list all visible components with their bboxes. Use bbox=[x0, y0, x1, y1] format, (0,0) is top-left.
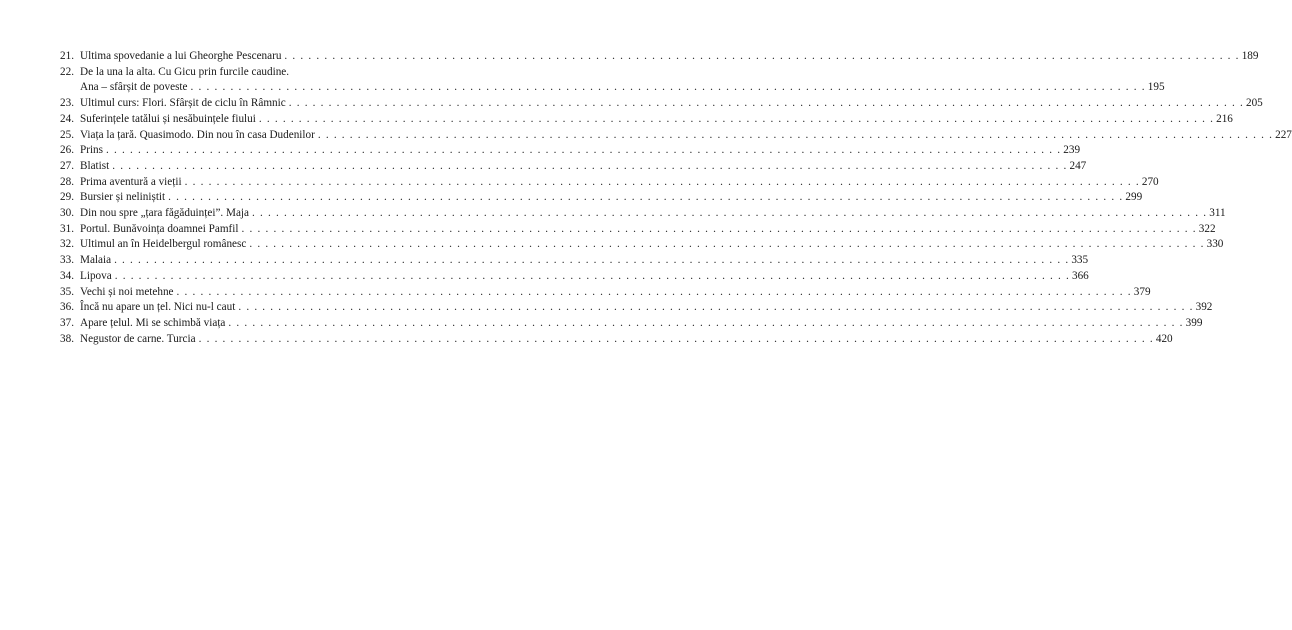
page-number: 420 bbox=[1155, 332, 1173, 345]
dot-leader: . . . . . . . . . . . . . . . . . . . . . . . . . . . . . . . . . . . . . . . . . . . . . . . . . . . . . . . . . . . . . . . . . . . . . . . . . . . . . . . . . . . . . . . . . . . . . . . . . . . . . . . . . . . . . . . . . . . . . . . . bbox=[168, 191, 1124, 204]
chapter-title-line bbox=[80, 49, 1259, 65]
toc-entry bbox=[60, 143, 1081, 159]
page-number: 216 bbox=[1216, 112, 1233, 125]
dot-leader: . . . . . . . . . . . . . . . . . . . . . . . . . . . . . . . . . . . . . . . . . . . . . . . . . . . . . . . . . . . . . . . . . . . . . . . . . . . . . . . . . . . . . . . . . . . . . . . . . . . . . . . . . . . . . . . . . . . . . . . . bbox=[238, 301, 1194, 314]
chapter-title: Bursier și neliniștit bbox=[80, 191, 166, 204]
chapter-title: Încă nu apare un țel. Nici nu-l caut bbox=[80, 301, 236, 314]
dot-leader: . . . . . . . . . . . . . . . . . . . . . . . . . . . . . . . . . . . . . . . . . . . . . . . . . . . . . . . . . . . . . . . . . . . . . . . . . . . . . . . . . . . . . . . . . . . . . . . . . . . . . . . . . . . . . . . . . . . . . . . . bbox=[258, 112, 1215, 125]
chapter-title-line bbox=[80, 128, 1292, 144]
page-number: 205 bbox=[1245, 97, 1263, 110]
dot-leader: . . . . . . . . . . . . . . . . . . . . . . . . . . . . . . . . . . . . . . . . . . . . . . . . . . . . . . . . . . . . . . . . . . . . . . . . . . . . . . . . . . . . . . . . . . . . . . . . . . . . . . . . . . . . . . . . . . . . . . . . bbox=[317, 128, 1274, 141]
toc-entry bbox=[60, 269, 1089, 285]
chapter-title: De la una la alta. Cu Gicu prin furcile caudine. bbox=[80, 65, 290, 78]
chapter-title-line bbox=[80, 222, 1216, 238]
chapter-title-block bbox=[80, 222, 1216, 238]
chapter-number: 28. bbox=[60, 175, 74, 188]
chapter-title: Ultima spovedanie a lui Gheorghe Pescenaru bbox=[80, 50, 282, 62]
chapter-title-block bbox=[80, 316, 1203, 332]
page-number: 299 bbox=[1125, 191, 1143, 204]
chapter-title: Ana – sfârșit de poveste bbox=[80, 81, 188, 94]
chapter-title-block bbox=[80, 269, 1089, 285]
dot-leader: . . . . . . . . . . . . . . . . . . . . . . . . . . . . . . . . . . . . . . . . . . . . . . . . . . . . . . . . . . . . . . . . . . . . . . . . . . . . . . . . . . . . . . . . . . . . . . . . . . . . . . . . . . . . . . . . . . . . . . . . bbox=[249, 238, 1205, 251]
toc-entry bbox=[60, 222, 1216, 238]
chapter-title-line bbox=[80, 253, 1089, 269]
toc-entry bbox=[60, 112, 1233, 128]
chapter-number: 21. bbox=[60, 50, 74, 62]
chapter-title-line bbox=[80, 143, 1081, 159]
chapter-title-block bbox=[80, 206, 1226, 222]
chapter-title: Prima aventură a vieții bbox=[80, 175, 182, 188]
chapter-number: 31. bbox=[60, 222, 74, 235]
dot-leader: . . . . . . . . . . . . . . . . . . . . . . . . . . . . . . . . . . . . . . . . . . . . . . . . . . . . . . . . . . . . . . . . . . . . . . . . . . . . . . . . . . . . . . . . . . . . . . . . . . . . . . . . . . . . . . . . . . . . . . . . bbox=[241, 222, 1197, 235]
chapter-number: 30. bbox=[60, 207, 74, 220]
chapter-number: 34. bbox=[60, 269, 74, 282]
toc-entry bbox=[60, 300, 1213, 316]
chapter-title: Din nou spre „țara făgăduinței”. Maja bbox=[80, 207, 249, 220]
chapter-title-block bbox=[80, 112, 1233, 128]
chapter-title: Negustor de carne. Turcia bbox=[80, 332, 196, 345]
chapter-title: Ultimul an în Heidelbergul românesc bbox=[80, 238, 247, 251]
toc-entry bbox=[60, 190, 1143, 206]
toc-entry bbox=[60, 316, 1203, 332]
chapter-title-line bbox=[80, 190, 1143, 206]
toc-entry bbox=[60, 237, 1224, 253]
toc-entry bbox=[60, 253, 1089, 269]
chapter-number: 29. bbox=[60, 191, 74, 204]
toc-entry bbox=[60, 128, 1292, 144]
chapter-title-block bbox=[80, 49, 1259, 65]
table-of-contents bbox=[60, 49, 1292, 347]
dot-leader: . . . . . . . . . . . . . . . . . . . . . . . . . . . . . . . . . . . . . . . . . . . . . . . . . . . . . . . . . . . . . . . . . . . . . . . . . . . . . . . . . . . . . . . . . . . . . . . . . . . . . . . . . . . . . . . . . . . . . . . . bbox=[184, 175, 1140, 188]
toc-entry bbox=[60, 49, 1259, 65]
chapter-number: 22. bbox=[60, 65, 74, 78]
chapter-title: Malaia bbox=[80, 254, 112, 267]
chapter-title-block bbox=[80, 159, 1087, 175]
chapter-title: Viața la țară. Quasimodo. Din nou în casa Dudenilor bbox=[80, 128, 315, 141]
chapter-title: Vechi și noi metehne bbox=[80, 285, 174, 298]
chapter-title: Apare țelul. Mi se schimbă viața bbox=[80, 316, 226, 329]
page-number: 322 bbox=[1198, 222, 1216, 235]
dot-leader: . . . . . . . . . . . . . . . . . . . . . . . . . . . . . . . . . . . . . . . . . . . . . . . . . . . . . . . . . . . . . . . . . . . . . . . . . . . . . . . . . . . . . . . . . . . . . . . . . . . . . . . . . . . . . . . . . . . . . . . . bbox=[198, 332, 1154, 345]
chapter-title: Portul. Bunăvoința doamnei Pamfil bbox=[80, 222, 239, 235]
chapter-title: Suferințele tatălui și nesăbuințele fiului bbox=[80, 112, 256, 125]
page-number: 270 bbox=[1141, 175, 1159, 188]
chapter-title-block bbox=[80, 300, 1213, 316]
page-number: 392 bbox=[1195, 301, 1213, 314]
chapter-title-line bbox=[80, 80, 1165, 96]
dot-leader: . . . . . . . . . . . . . . . . . . . . . . . . . . . . . . . . . . . . . . . . . . . . . . . . . . . . . . . . . . . . . . . . . . . . . . . . . . . . . . . . . . . . . . . . . . . . . . . . . . . . . . . . . . . . . . . . . . . . . . . . bbox=[288, 97, 1244, 110]
dot-leader: . . . . . . . . . . . . . . . . . . . . . . . . . . . . . . . . . . . . . . . . . . . . . . . . . . . . . . . . . . . . . . . . . . . . . . . . . . . . . . . . . . . . . . . . . . . . . . . . . . . . . . . . . . . . . . . . . . . . . . . . bbox=[252, 207, 1208, 220]
page-number: 330 bbox=[1206, 238, 1224, 251]
dot-leader: . . . . . . . . . . . . . . . . . . . . . . . . . . . . . . . . . . . . . . . . . . . . . . . . . . . . . . . . . . . . . . . . . . . . . . . . . . . . . . . . . . . . . . . . . . . . . . . . . . . . . . . . . . . . . . . . . . . . . . . . bbox=[114, 269, 1070, 282]
chapter-title-block bbox=[80, 143, 1081, 159]
page-number: 335 bbox=[1071, 254, 1089, 267]
chapter-title: Lipova bbox=[80, 269, 112, 282]
page-number: 399 bbox=[1185, 316, 1203, 329]
chapter-title: Prins bbox=[80, 144, 104, 157]
chapter-number: 33. bbox=[60, 254, 74, 267]
chapter-title-line bbox=[80, 269, 1089, 285]
page-number: 379 bbox=[1133, 285, 1151, 298]
toc-entry bbox=[60, 206, 1226, 222]
chapter-title-block bbox=[80, 175, 1159, 191]
chapter-number: 35. bbox=[60, 285, 74, 298]
page-number: 195 bbox=[1147, 81, 1165, 94]
chapter-title-line bbox=[80, 237, 1224, 253]
chapter-title-block bbox=[80, 128, 1292, 144]
page-number: 189 bbox=[1241, 50, 1259, 62]
chapter-title-block bbox=[80, 285, 1151, 301]
toc-entry bbox=[60, 332, 1173, 348]
dot-leader: . . . . . . . . . . . . . . . . . . . . . . . . . . . . . . . . . . . . . . . . . . . . . . . . . . . . . . . . . . . . . . . . . . . . . . . . . . . . . . . . . . . . . . . . . . . . . . . . . . . . . . . . . . . . . . . . . . . . . . . . bbox=[284, 50, 1240, 62]
chapter-title-line bbox=[80, 159, 1087, 175]
chapter-title-line bbox=[80, 96, 1263, 112]
dot-leader: . . . . . . . . . . . . . . . . . . . . . . . . . . . . . . . . . . . . . . . . . . . . . . . . . . . . . . . . . . . . . . . . . . . . . . . . . . . . . . . . . . . . . . . . . . . . . . . . . . . . . . . . . . . . . . . . . . . . . . . . bbox=[228, 316, 1184, 329]
toc-entry bbox=[60, 175, 1159, 191]
chapter-number: 23. bbox=[60, 97, 74, 110]
dot-leader: . . . . . . . . . . . . . . . . . . . . . . . . . . . . . . . . . . . . . . . . . . . . . . . . . . . . . . . . . . . . . . . . . . . . . . . . . . . . . . . . . . . . . . . . . . . . . . . . . . . . . . . . . . . . . . . . . . . . . . . . bbox=[190, 81, 1146, 94]
chapter-title: Ultimul curs: Flori. Sfârșit de ciclu în Râmnic bbox=[80, 97, 286, 110]
chapter-number: 38. bbox=[60, 332, 74, 345]
chapter-title-block bbox=[80, 65, 1165, 96]
dot-leader: . . . . . . . . . . . . . . . . . . . . . . . . . . . . . . . . . . . . . . . . . . . . . . . . . . . . . . . . . . . . . . . . . . . . . . . . . . . . . . . . . . . . . . . . . . . . . . . . . . . . . . . . . . . . . . . . . . . . . . . . bbox=[176, 285, 1132, 298]
page-number: 311 bbox=[1209, 207, 1226, 220]
toc-entry bbox=[60, 159, 1087, 175]
chapter-number: 36. bbox=[60, 301, 74, 314]
toc-entry bbox=[60, 285, 1151, 301]
page-number: 247 bbox=[1069, 159, 1087, 172]
chapter-number: 24. bbox=[60, 112, 74, 125]
chapter-title-line bbox=[80, 175, 1159, 191]
chapter-title-block bbox=[80, 237, 1224, 253]
page-number: 366 bbox=[1071, 269, 1089, 282]
chapter-title: Blatist bbox=[80, 159, 110, 172]
dot-leader: . . . . . . . . . . . . . . . . . . . . . . . . . . . . . . . . . . . . . . . . . . . . . . . . . . . . . . . . . . . . . . . . . . . . . . . . . . . . . . . . . . . . . . . . . . . . . . . . . . . . . . . . . . . . . . . . . . . . . . . . bbox=[112, 159, 1068, 172]
page-number: 239 bbox=[1063, 144, 1081, 157]
chapter-title-block bbox=[80, 332, 1173, 348]
chapter-title-line bbox=[80, 316, 1203, 332]
chapter-number: 26. bbox=[60, 144, 74, 157]
chapter-number: 32. bbox=[60, 238, 74, 251]
chapter-number: 27. bbox=[60, 159, 74, 172]
chapter-title-line bbox=[80, 285, 1151, 301]
chapter-number: 37. bbox=[60, 316, 74, 329]
dot-leader: . . . . . . . . . . . . . . . . . . . . . . . . . . . . . . . . . . . . . . . . . . . . . . . . . . . . . . . . . . . . . . . . . . . . . . . . . . . . . . . . . . . . . . . . . . . . . . . . . . . . . . . . . . . . . . . . . . . . . . . . bbox=[106, 144, 1062, 157]
chapter-title-line bbox=[80, 206, 1226, 222]
chapter-title-line bbox=[80, 332, 1173, 348]
chapter-title-line bbox=[80, 112, 1233, 128]
toc-entry bbox=[60, 65, 1165, 96]
chapter-title-line bbox=[80, 65, 358, 81]
page-number: 227 bbox=[1275, 128, 1292, 141]
chapter-title-line bbox=[80, 300, 1213, 316]
chapter-title-block bbox=[80, 190, 1143, 206]
toc-entry bbox=[60, 96, 1263, 112]
dot-leader: . . . . . . . . . . . . . . . . . . . . . . . . . . . . . . . . . . . . . . . . . . . . . . . . . . . . . . . . . . . . . . . . . . . . . . . . . . . . . . . . . . . . . . . . . . . . . . . . . . . . . . . . . . . . . . . . . . . . . . . . bbox=[114, 254, 1070, 267]
chapter-title-block bbox=[80, 96, 1263, 112]
chapter-number: 25. bbox=[60, 128, 74, 141]
chapter-title-block bbox=[80, 253, 1089, 269]
